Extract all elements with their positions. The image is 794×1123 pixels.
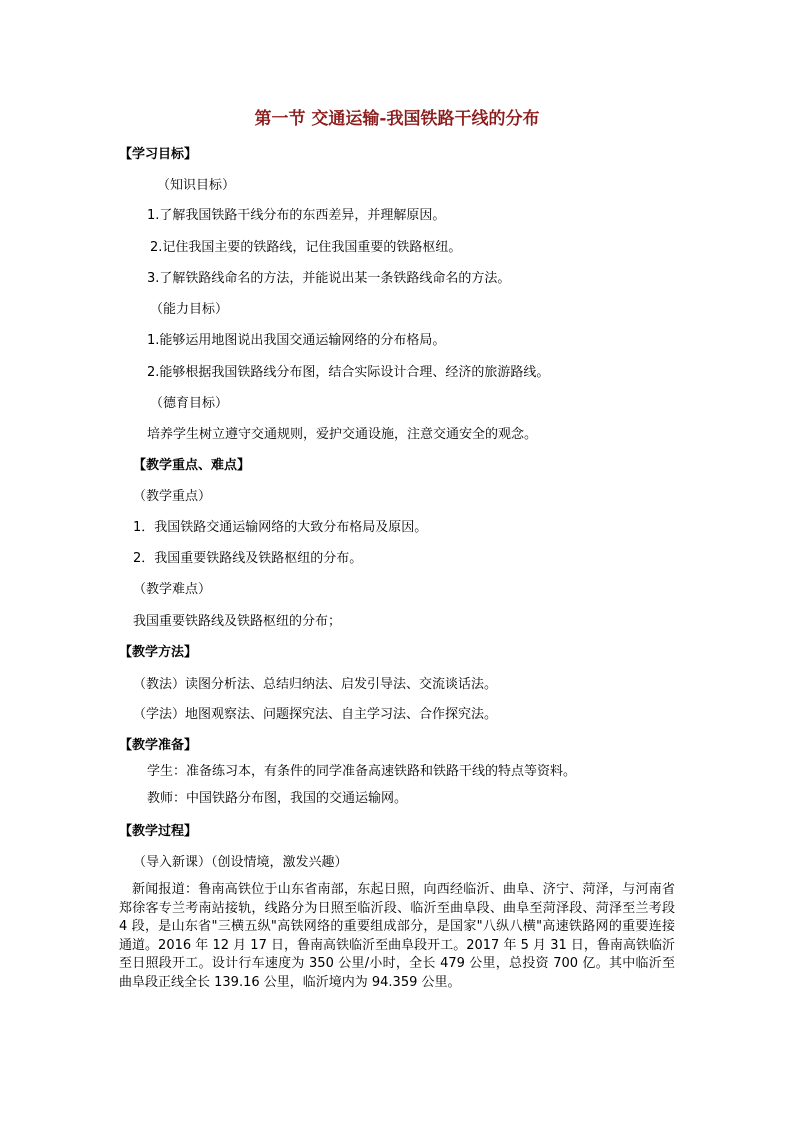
ability-goal-item: 2.能够根据我国铁路线分布图，结合实际设计合理、经济的旅游路线。 [147, 365, 550, 380]
teaching-difficulty-text: 我国重要铁路线及铁路枢纽的分布； [133, 614, 342, 629]
student-preparation-text: 学生：准备练习本，有条件的同学准备高速铁路和铁路干线的特点等资料。 [147, 764, 577, 779]
teaching-focus-item: 2．我国重要铁路线及铁路枢纽的分布。 [133, 551, 363, 566]
teaching-methods-heading: 【教学方法】 [119, 645, 198, 660]
teacher-preparation-text: 教师：中国铁路分布图，我国的交通运输网。 [147, 791, 408, 806]
moral-goal-text: 培养学生树立遵守交通规则，爱护交通设施，注意交通安全的观念。 [147, 427, 538, 442]
teaching-focus-label: （教学重点） [133, 489, 212, 504]
learning-method-text: （学法）地图观察法、问题探究法、自主学习法、合作探究法。 [133, 707, 498, 722]
intro-label: （导入新课）（创设情境，激发兴趣） [133, 855, 348, 870]
moral-goals-label: （德育目标） [150, 396, 229, 411]
knowledge-goals-label: （知识目标） [157, 178, 236, 193]
knowledge-goal-item: 2.记住我国主要的铁路线，记住我国重要的铁路枢纽。 [150, 240, 462, 255]
knowledge-goal-item: 1.了解我国铁路干线分布的东西差异，并理解原因。 [147, 208, 446, 223]
knowledge-goal-item: 3.了解铁路线命名的方法，并能说出某一条铁路线命名的方法。 [147, 271, 511, 286]
teaching-focus-item: 1．我国铁路交通运输网络的大致分布格局及原因。 [133, 520, 428, 535]
ability-goal-item: 1.能够运用地图说出我国交通运输网络的分布格局。 [147, 333, 446, 348]
teaching-difficulty-label: （教学难点） [133, 582, 212, 597]
key-points-heading: 【教学重点、难点】 [133, 458, 251, 473]
document-title: 第一节 交通运输-我国铁路干线的分布 [254, 109, 540, 129]
learning-goals-heading: 【学习目标】 [119, 147, 198, 162]
ability-goals-label: （能力目标） [150, 302, 229, 317]
teaching-method-text: （教法）读图分析法、总结归纳法、启发引导法、交流谈话法。 [133, 677, 498, 692]
preparation-heading: 【教学准备】 [119, 738, 198, 753]
news-report-paragraph: 新闻报道：鲁南高铁位于山东省南部，东起日照，向西经临沂、曲阜、济宁、菏泽，与河南省郑徐客专兰考南站接轨，线路分为日照至临沂段、临沂至曲阜段、曲阜至菏泽段、菏泽至兰考段 4 段，是山东省"三横五纵"高铁网络的重要组成部分，是国家"八纵八横"高速铁路网的重要连接通道。2016 年 12 月 17 日，鲁南高铁临沂至曲阜段开工。2017 年 5 月 31 日，鲁南高铁临沂至日照段开工。设计行车速度为 350 公里/小时，全长 479 公里，总投资 700 亿。其中临沂至曲阜段正线全长 139.16 公里，临沂境内为 94.359 公里。 [119, 882, 675, 990]
teaching-process-heading: 【教学过程】 [119, 824, 198, 839]
